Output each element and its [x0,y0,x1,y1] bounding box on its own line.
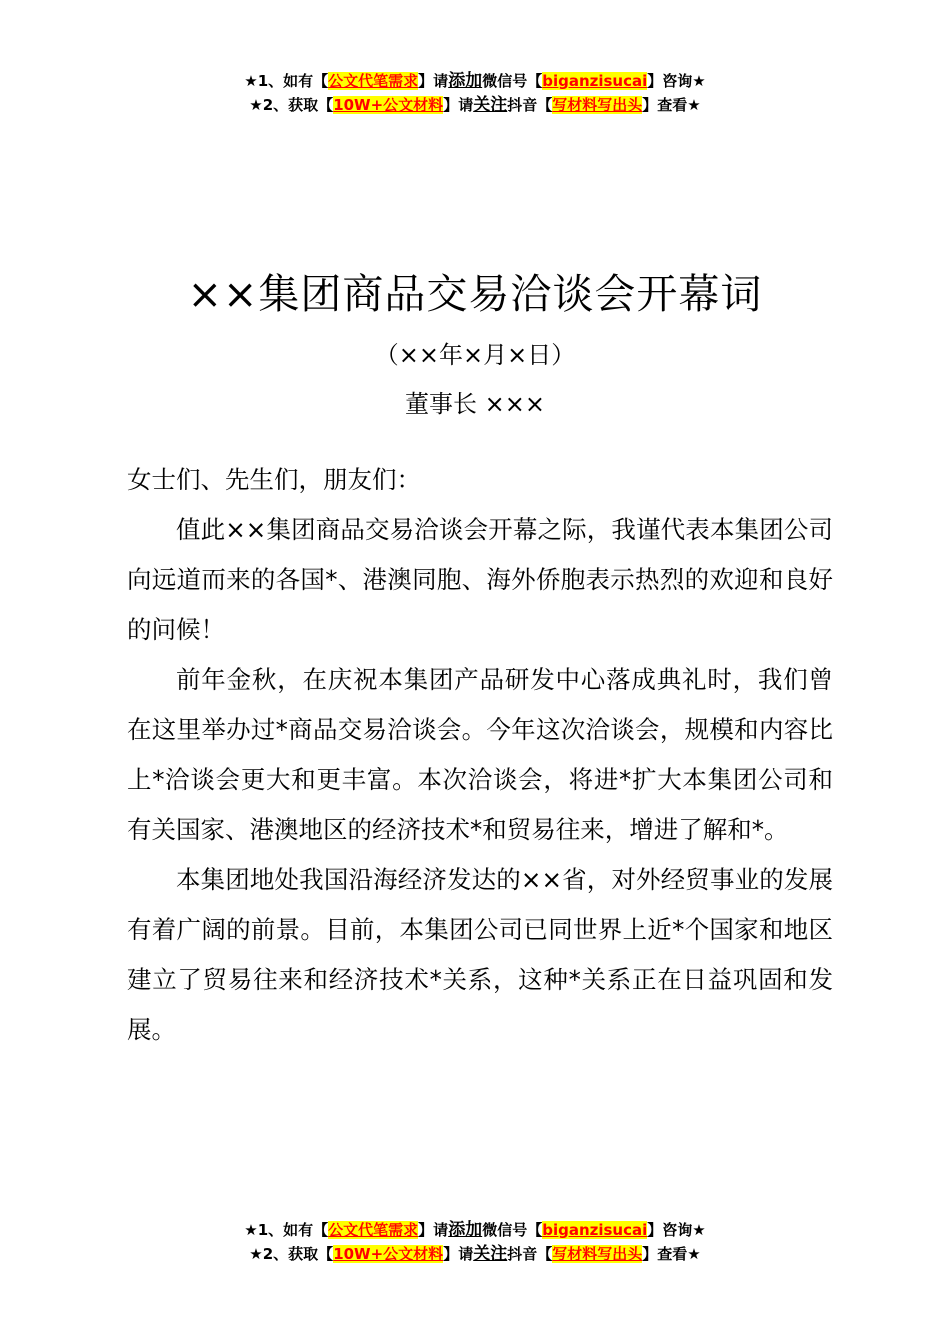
promo-text: 】请 [418,1221,449,1239]
promo-text: 】咨询★ [647,72,706,90]
promo-line-1 [0,69,950,93]
paragraph: 值此××集团商品交易洽谈会开幕之际，我谨代表本集团公司向远道而来的各国*、港澳同胞、海外侨胞表示热烈的欢迎和良好的问候！ [127,515,833,644]
promo-text: 抖音【 [507,1245,553,1263]
promo-line-2 [0,93,950,117]
promo-highlight-materials: 10W+公文材料 [333,1245,444,1263]
promo-highlight-service: 公文代笔需求 [328,1221,419,1239]
promo-text: 微信号【 [482,72,543,90]
promo-highlight-douyin-id: 写材料写出头 [552,1245,643,1263]
promo-line-1 [0,1218,950,1242]
promo-line-2 [0,1242,950,1266]
promo-text: 】请 [443,96,474,114]
promo-emphasis: 关注 [473,1244,508,1264]
promo-highlight-wechat-id: biganzisucai [542,1221,648,1239]
promo-highlight-service: 公文代笔需求 [328,72,419,90]
promo-banner-bottom [0,1218,950,1266]
document-author: 董事长 ××× [405,390,545,418]
promo-emphasis: 添加 [448,1220,483,1240]
promo-text: 抖音【 [507,96,553,114]
promo-highlight-wechat-id: biganzisucai [542,72,648,90]
promo-emphasis: 添加 [448,71,483,91]
document-body [127,455,833,1055]
salutation: 女士们、先生们，朋友们： [127,465,421,494]
promo-text: ★2、获取【 [249,1245,334,1263]
promo-text: ★2、获取【 [249,96,334,114]
promo-banner-top [0,69,950,117]
promo-text: 】请 [443,1245,474,1263]
promo-text: 】查看★ [642,1245,701,1263]
promo-text: ★1、如有【 [244,1221,329,1239]
paragraph: 本集团地处我国沿海经济发达的××省，对外经贸事业的发展有着广阔的前景。目前，本集团公司已同世界上近*个国家和地区建立了贸易往来和经济技术*关系，这种*关系正在日益巩固和发展。 [127,865,833,1044]
promo-text: ★1、如有【 [244,72,329,90]
document-date: （××年×月×日） [374,341,576,369]
paragraph: 前年金秋，在庆祝本集团产品研发中心落成典礼时，我们曾在这里举办过*商品交易洽谈会。今年这次洽谈会，规模和内容比上*洽谈会更大和更丰富。本次洽谈会，将进*扩大本集团公司和有关国家、港澳地区的经济技术*和贸易往来，增进了解和*。 [127,665,833,844]
promo-text: 】请 [418,72,449,90]
promo-highlight-douyin-id: 写材料写出头 [552,96,643,114]
document-title: ××集团商品交易洽谈会开幕词 [187,270,763,318]
promo-highlight-materials: 10W+公文材料 [333,96,444,114]
promo-text: 】查看★ [642,96,701,114]
promo-text: 】咨询★ [647,1221,706,1239]
promo-emphasis: 关注 [473,95,508,115]
promo-text: 微信号【 [482,1221,543,1239]
